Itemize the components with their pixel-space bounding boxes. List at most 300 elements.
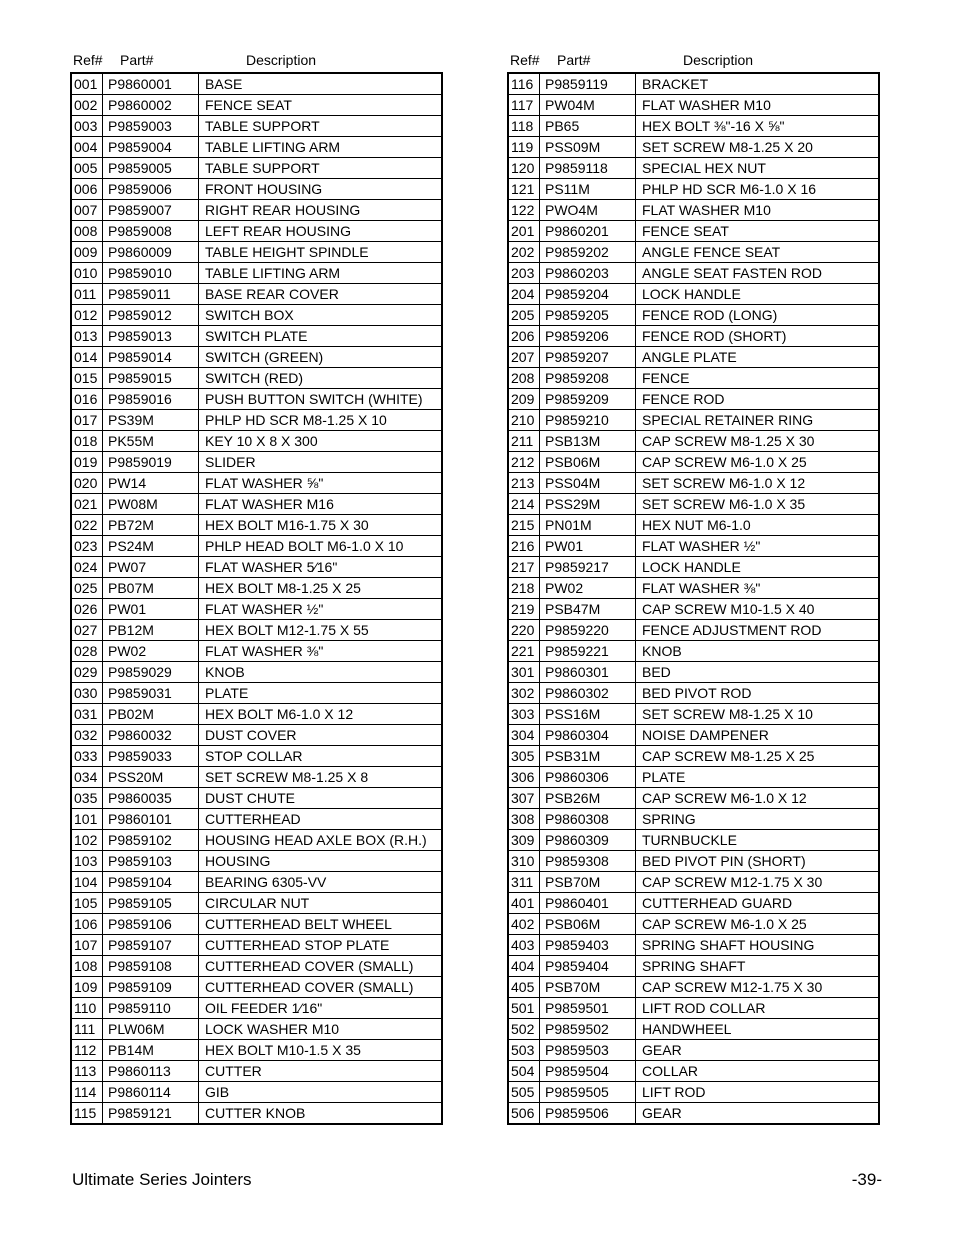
table-row bbox=[508, 725, 879, 746]
table-row bbox=[508, 746, 879, 767]
part-description: FRONT HOUSING bbox=[199, 179, 443, 200]
part-number: P9859103 bbox=[103, 851, 199, 872]
ref-number: 402 bbox=[508, 914, 540, 935]
ref-number: 101 bbox=[71, 809, 103, 830]
part-number: PLW06M bbox=[103, 1019, 199, 1040]
part-number: P9859210 bbox=[540, 410, 636, 431]
table-row bbox=[508, 515, 879, 536]
ref-number: 221 bbox=[508, 641, 540, 662]
part-number: PW02 bbox=[103, 641, 199, 662]
ref-number: 031 bbox=[71, 704, 103, 725]
ref-number: 019 bbox=[71, 452, 103, 473]
part-number: PSB13M bbox=[540, 431, 636, 452]
part-number: P9860201 bbox=[540, 221, 636, 242]
ref-number: 220 bbox=[508, 620, 540, 641]
part-number: PSB06M bbox=[540, 914, 636, 935]
ref-number: 506 bbox=[508, 1103, 540, 1125]
table-row bbox=[71, 872, 442, 893]
table-row bbox=[508, 200, 879, 221]
table-row bbox=[508, 830, 879, 851]
part-description: CUTTERHEAD BELT WHEEL bbox=[199, 914, 443, 935]
part-number: P9859104 bbox=[103, 872, 199, 893]
description-header: Description bbox=[683, 52, 754, 68]
ref-number: 110 bbox=[71, 998, 103, 1019]
part-number: PSS20M bbox=[103, 767, 199, 788]
ref-number: 009 bbox=[71, 242, 103, 263]
part-number: P9859016 bbox=[103, 389, 199, 410]
part-description: CUTTERHEAD COVER (SMALL) bbox=[199, 977, 443, 998]
part-number: P9860032 bbox=[103, 725, 199, 746]
part-description: OIL FEEDER 1⁄16" bbox=[199, 998, 443, 1019]
part-number: P9859110 bbox=[103, 998, 199, 1019]
ref-header: Ref# bbox=[510, 52, 540, 68]
part-description: CAP SCREW M6-1.0 X 25 bbox=[636, 452, 880, 473]
description-header: Description bbox=[246, 52, 317, 68]
ref-number: 114 bbox=[71, 1082, 103, 1103]
part-number: P9859031 bbox=[103, 683, 199, 704]
table-row bbox=[508, 116, 879, 137]
ref-number: 301 bbox=[508, 662, 540, 683]
table-row bbox=[71, 1019, 442, 1040]
table-row bbox=[71, 956, 442, 977]
part-number: P9859206 bbox=[540, 326, 636, 347]
ref-number: 208 bbox=[508, 368, 540, 389]
part-number: P9859220 bbox=[540, 620, 636, 641]
table-row bbox=[508, 368, 879, 389]
ref-number: 202 bbox=[508, 242, 540, 263]
part-number: PS24M bbox=[103, 536, 199, 557]
part-description: BED PIVOT PIN (SHORT) bbox=[636, 851, 880, 872]
part-number: P9859004 bbox=[103, 137, 199, 158]
ref-number: 035 bbox=[71, 788, 103, 809]
part-number: P9859204 bbox=[540, 284, 636, 305]
ref-number: 219 bbox=[508, 599, 540, 620]
part-number: PSS16M bbox=[540, 704, 636, 725]
ref-number: 207 bbox=[508, 347, 540, 368]
ref-number: 106 bbox=[71, 914, 103, 935]
part-description: FENCE bbox=[636, 368, 880, 389]
parts-table-left bbox=[70, 72, 443, 1125]
part-number: PB02M bbox=[103, 704, 199, 725]
table-row bbox=[508, 73, 879, 95]
part-number: P9859008 bbox=[103, 221, 199, 242]
part-description: FENCE ROD bbox=[636, 389, 880, 410]
ref-number: 016 bbox=[71, 389, 103, 410]
ref-number: 401 bbox=[508, 893, 540, 914]
ref-number: 116 bbox=[508, 73, 540, 95]
part-number: PSB70M bbox=[540, 977, 636, 998]
part-description: CUTTERHEAD bbox=[199, 809, 443, 830]
table-row bbox=[71, 599, 442, 620]
table-row bbox=[71, 830, 442, 851]
ref-number: 215 bbox=[508, 515, 540, 536]
part-description: TABLE HEIGHT SPINDLE bbox=[199, 242, 443, 263]
part-number: PSB31M bbox=[540, 746, 636, 767]
ref-number: 504 bbox=[508, 1061, 540, 1082]
ref-number: 405 bbox=[508, 977, 540, 998]
part-number: P9859501 bbox=[540, 998, 636, 1019]
table-row bbox=[508, 893, 879, 914]
ref-number: 020 bbox=[71, 473, 103, 494]
table-row bbox=[508, 1061, 879, 1082]
part-description: KNOB bbox=[636, 641, 880, 662]
table-row bbox=[508, 1082, 879, 1103]
part-description: FLAT WASHER ½" bbox=[199, 599, 443, 620]
ref-number: 404 bbox=[508, 956, 540, 977]
table-row bbox=[71, 788, 442, 809]
table-row bbox=[71, 641, 442, 662]
part-description: TABLE LIFTING ARM bbox=[199, 263, 443, 284]
ref-number: 209 bbox=[508, 389, 540, 410]
ref-number: 206 bbox=[508, 326, 540, 347]
part-description: SET SCREW M6-1.0 X 35 bbox=[636, 494, 880, 515]
ref-number: 201 bbox=[508, 221, 540, 242]
part-description: NOISE DAMPENER bbox=[636, 725, 880, 746]
part-description: HEX BOLT ⅜"-16 X ⅝" bbox=[636, 116, 880, 137]
table-row bbox=[71, 116, 442, 137]
part-description: CUTTERHEAD COVER (SMALL) bbox=[199, 956, 443, 977]
table-row bbox=[71, 746, 442, 767]
ref-number: 105 bbox=[71, 893, 103, 914]
part-description: BED bbox=[636, 662, 880, 683]
part-description: HANDWHEEL bbox=[636, 1019, 880, 1040]
part-description: FLAT WASHER M10 bbox=[636, 200, 880, 221]
part-number: P9860001 bbox=[103, 73, 199, 95]
table-row bbox=[71, 1082, 442, 1103]
ref-number: 011 bbox=[71, 284, 103, 305]
table-row bbox=[71, 347, 442, 368]
ref-number: 032 bbox=[71, 725, 103, 746]
part-description: COLLAR bbox=[636, 1061, 880, 1082]
part-description: CUTTER bbox=[199, 1061, 443, 1082]
table-row bbox=[508, 242, 879, 263]
part-number: P9859105 bbox=[103, 893, 199, 914]
part-number: P9860101 bbox=[103, 809, 199, 830]
part-number: P9859007 bbox=[103, 200, 199, 221]
part-description: STOP COLLAR bbox=[199, 746, 443, 767]
part-description: FENCE SEAT bbox=[199, 95, 443, 116]
ref-number: 118 bbox=[508, 116, 540, 137]
ref-number: 008 bbox=[71, 221, 103, 242]
part-description: SET SCREW M8-1.25 X 20 bbox=[636, 137, 880, 158]
ref-number: 006 bbox=[71, 179, 103, 200]
table-row bbox=[508, 284, 879, 305]
ref-number: 002 bbox=[71, 95, 103, 116]
part-description: HOUSING HEAD AXLE BOX (R.H.) bbox=[199, 830, 443, 851]
part-number: PW08M bbox=[103, 494, 199, 515]
part-description: FLAT WASHER ⅝" bbox=[199, 473, 443, 494]
part-description: SLIDER bbox=[199, 452, 443, 473]
ref-number: 007 bbox=[71, 200, 103, 221]
table-row bbox=[71, 557, 442, 578]
ref-number: 308 bbox=[508, 809, 540, 830]
ref-number: 210 bbox=[508, 410, 540, 431]
part-number: PSB06M bbox=[540, 452, 636, 473]
ref-number: 119 bbox=[508, 137, 540, 158]
part-number: P9859109 bbox=[103, 977, 199, 998]
part-number: PB14M bbox=[103, 1040, 199, 1061]
ref-number: 111 bbox=[71, 1019, 103, 1040]
part-number: P9859029 bbox=[103, 662, 199, 683]
ref-number: 122 bbox=[508, 200, 540, 221]
table-row bbox=[71, 704, 442, 725]
part-number: P9859003 bbox=[103, 116, 199, 137]
parts-list-right bbox=[507, 51, 880, 1125]
table-row bbox=[71, 494, 442, 515]
part-number: P9859019 bbox=[103, 452, 199, 473]
part-description: SPRING bbox=[636, 809, 880, 830]
table-row bbox=[71, 536, 442, 557]
part-description: DUST CHUTE bbox=[199, 788, 443, 809]
part-description: HEX BOLT M10-1.5 X 35 bbox=[199, 1040, 443, 1061]
table-row bbox=[71, 893, 442, 914]
ref-number: 107 bbox=[71, 935, 103, 956]
part-header: Part# bbox=[120, 52, 154, 68]
part-number: P9860114 bbox=[103, 1082, 199, 1103]
part-description: ANGLE PLATE bbox=[636, 347, 880, 368]
table-row bbox=[71, 200, 442, 221]
part-number: P9859102 bbox=[103, 830, 199, 851]
part-description: KNOB bbox=[199, 662, 443, 683]
part-number: PSB47M bbox=[540, 599, 636, 620]
part-number: P9860308 bbox=[540, 809, 636, 830]
part-description: ANGLE FENCE SEAT bbox=[636, 242, 880, 263]
part-description: FENCE ROD (SHORT) bbox=[636, 326, 880, 347]
part-description: CAP SCREW M12-1.75 X 30 bbox=[636, 872, 880, 893]
ref-number: 112 bbox=[71, 1040, 103, 1061]
table-row bbox=[71, 263, 442, 284]
table-row bbox=[71, 914, 442, 935]
table-row bbox=[508, 662, 879, 683]
part-number: PS39M bbox=[103, 410, 199, 431]
part-number: P9859308 bbox=[540, 851, 636, 872]
table-row bbox=[508, 137, 879, 158]
part-number: P9859205 bbox=[540, 305, 636, 326]
part-description: TABLE SUPPORT bbox=[199, 158, 443, 179]
table-row bbox=[508, 305, 879, 326]
table-row bbox=[508, 494, 879, 515]
part-description: GEAR bbox=[636, 1103, 880, 1125]
part-number: P9859217 bbox=[540, 557, 636, 578]
ref-number: 502 bbox=[508, 1019, 540, 1040]
part-number: PN01M bbox=[540, 515, 636, 536]
ref-number: 115 bbox=[71, 1103, 103, 1125]
table-row bbox=[508, 872, 879, 893]
ref-number: 217 bbox=[508, 557, 540, 578]
table-row bbox=[71, 410, 442, 431]
table-row bbox=[71, 620, 442, 641]
table-row bbox=[508, 578, 879, 599]
table-row bbox=[71, 158, 442, 179]
part-description: HEX BOLT M16-1.75 X 30 bbox=[199, 515, 443, 536]
part-number: P9859011 bbox=[103, 284, 199, 305]
part-description: SPRING SHAFT bbox=[636, 956, 880, 977]
part-description: FLAT WASHER 5⁄16" bbox=[199, 557, 443, 578]
part-number: P9859505 bbox=[540, 1082, 636, 1103]
table-row bbox=[71, 305, 442, 326]
table-row bbox=[71, 1061, 442, 1082]
ref-header: Ref# bbox=[73, 52, 103, 68]
table-row bbox=[71, 578, 442, 599]
part-description: FENCE ADJUSTMENT ROD bbox=[636, 620, 880, 641]
part-number: P9859006 bbox=[103, 179, 199, 200]
ref-number: 307 bbox=[508, 788, 540, 809]
ref-number: 034 bbox=[71, 767, 103, 788]
ref-number: 010 bbox=[71, 263, 103, 284]
part-description: BASE REAR COVER bbox=[199, 284, 443, 305]
ref-number: 503 bbox=[508, 1040, 540, 1061]
ref-number: 103 bbox=[71, 851, 103, 872]
table-row bbox=[71, 515, 442, 536]
part-description: TABLE SUPPORT bbox=[199, 116, 443, 137]
ref-number: 003 bbox=[71, 116, 103, 137]
ref-number: 015 bbox=[71, 368, 103, 389]
part-number: P9859506 bbox=[540, 1103, 636, 1125]
ref-number: 403 bbox=[508, 935, 540, 956]
part-number: P9859207 bbox=[540, 347, 636, 368]
part-number: PW14 bbox=[103, 473, 199, 494]
part-description: SWITCH PLATE bbox=[199, 326, 443, 347]
part-number: P9860113 bbox=[103, 1061, 199, 1082]
part-number: P9859208 bbox=[540, 368, 636, 389]
part-description: GIB bbox=[199, 1082, 443, 1103]
table-row bbox=[508, 809, 879, 830]
part-description: FLAT WASHER M10 bbox=[636, 95, 880, 116]
part-number: PW01 bbox=[540, 536, 636, 557]
part-description: CAP SCREW M10-1.5 X 40 bbox=[636, 599, 880, 620]
part-number: P9859015 bbox=[103, 368, 199, 389]
table-row bbox=[71, 683, 442, 704]
table-row bbox=[71, 998, 442, 1019]
part-number: P9859221 bbox=[540, 641, 636, 662]
part-number: P9859010 bbox=[103, 263, 199, 284]
part-description: PLATE bbox=[636, 767, 880, 788]
part-description: HEX BOLT M12-1.75 X 55 bbox=[199, 620, 443, 641]
table-row bbox=[508, 620, 879, 641]
ref-number: 108 bbox=[71, 956, 103, 977]
table-row bbox=[71, 389, 442, 410]
page-number: -39- bbox=[851, 1170, 882, 1189]
ref-number: 026 bbox=[71, 599, 103, 620]
part-number: P9859012 bbox=[103, 305, 199, 326]
ref-number: 501 bbox=[508, 998, 540, 1019]
part-number: P9859202 bbox=[540, 242, 636, 263]
table-row bbox=[508, 557, 879, 578]
table-row bbox=[71, 431, 442, 452]
table-row bbox=[508, 536, 879, 557]
part-description: BRACKET bbox=[636, 73, 880, 95]
part-number: P9859005 bbox=[103, 158, 199, 179]
part-header: Part# bbox=[557, 52, 591, 68]
part-number: PSB26M bbox=[540, 788, 636, 809]
part-number: P9859013 bbox=[103, 326, 199, 347]
part-description: GEAR bbox=[636, 1040, 880, 1061]
part-description: LIFT ROD COLLAR bbox=[636, 998, 880, 1019]
part-number: P9860306 bbox=[540, 767, 636, 788]
column-headers bbox=[507, 51, 880, 72]
part-number: PB12M bbox=[103, 620, 199, 641]
ref-number: 028 bbox=[71, 641, 103, 662]
ref-number: 030 bbox=[71, 683, 103, 704]
table-row bbox=[508, 641, 879, 662]
table-row bbox=[508, 326, 879, 347]
part-description: SPECIAL HEX NUT bbox=[636, 158, 880, 179]
ref-number: 303 bbox=[508, 704, 540, 725]
table-row bbox=[71, 221, 442, 242]
ref-number: 216 bbox=[508, 536, 540, 557]
table-row bbox=[71, 95, 442, 116]
part-number: P9859118 bbox=[540, 158, 636, 179]
part-description: CUTTER KNOB bbox=[199, 1103, 443, 1125]
table-row bbox=[71, 137, 442, 158]
table-row bbox=[71, 242, 442, 263]
table-row bbox=[508, 389, 879, 410]
part-number: P9860002 bbox=[103, 95, 199, 116]
part-number: P9860301 bbox=[540, 662, 636, 683]
ref-number: 004 bbox=[71, 137, 103, 158]
part-number: PSS29M bbox=[540, 494, 636, 515]
part-number: P9859504 bbox=[540, 1061, 636, 1082]
column-headers bbox=[70, 51, 443, 72]
table-row bbox=[508, 914, 879, 935]
part-description: FLAT WASHER M16 bbox=[199, 494, 443, 515]
table-row bbox=[508, 956, 879, 977]
part-number: P9859014 bbox=[103, 347, 199, 368]
part-number: P9860203 bbox=[540, 263, 636, 284]
table-row bbox=[508, 767, 879, 788]
table-row bbox=[508, 1040, 879, 1061]
part-description: HOUSING bbox=[199, 851, 443, 872]
part-description: PUSH BUTTON SWITCH (WHITE) bbox=[199, 389, 443, 410]
ref-number: 109 bbox=[71, 977, 103, 998]
part-number: P9859403 bbox=[540, 935, 636, 956]
part-description: CAP SCREW M6-1.0 X 25 bbox=[636, 914, 880, 935]
ref-number: 027 bbox=[71, 620, 103, 641]
part-description: BEARING 6305-VV bbox=[199, 872, 443, 893]
table-row bbox=[508, 158, 879, 179]
table-row bbox=[71, 767, 442, 788]
part-number: P9859108 bbox=[103, 956, 199, 977]
table-row bbox=[508, 263, 879, 284]
table-row bbox=[508, 431, 879, 452]
part-description: SWITCH (GREEN) bbox=[199, 347, 443, 368]
part-number: P9859119 bbox=[540, 73, 636, 95]
part-number: PW04M bbox=[540, 95, 636, 116]
parts-table-right bbox=[507, 72, 880, 1125]
table-row bbox=[508, 473, 879, 494]
part-description: FENCE ROD (LONG) bbox=[636, 305, 880, 326]
part-description: CIRCULAR NUT bbox=[199, 893, 443, 914]
ref-number: 203 bbox=[508, 263, 540, 284]
ref-number: 013 bbox=[71, 326, 103, 347]
part-number: P9860035 bbox=[103, 788, 199, 809]
part-number: P9860302 bbox=[540, 683, 636, 704]
part-number: PB72M bbox=[103, 515, 199, 536]
part-number: P9859107 bbox=[103, 935, 199, 956]
part-description: LOCK WASHER M10 bbox=[199, 1019, 443, 1040]
ref-number: 018 bbox=[71, 431, 103, 452]
table-row bbox=[508, 221, 879, 242]
part-description: LOCK HANDLE bbox=[636, 557, 880, 578]
ref-number: 218 bbox=[508, 578, 540, 599]
part-number: PWO4M bbox=[540, 200, 636, 221]
part-number: P9860009 bbox=[103, 242, 199, 263]
ref-number: 024 bbox=[71, 557, 103, 578]
table-row bbox=[508, 704, 879, 725]
part-description: ANGLE SEAT FASTEN ROD bbox=[636, 263, 880, 284]
table-row bbox=[71, 179, 442, 200]
part-description: SET SCREW M8-1.25 X 8 bbox=[199, 767, 443, 788]
